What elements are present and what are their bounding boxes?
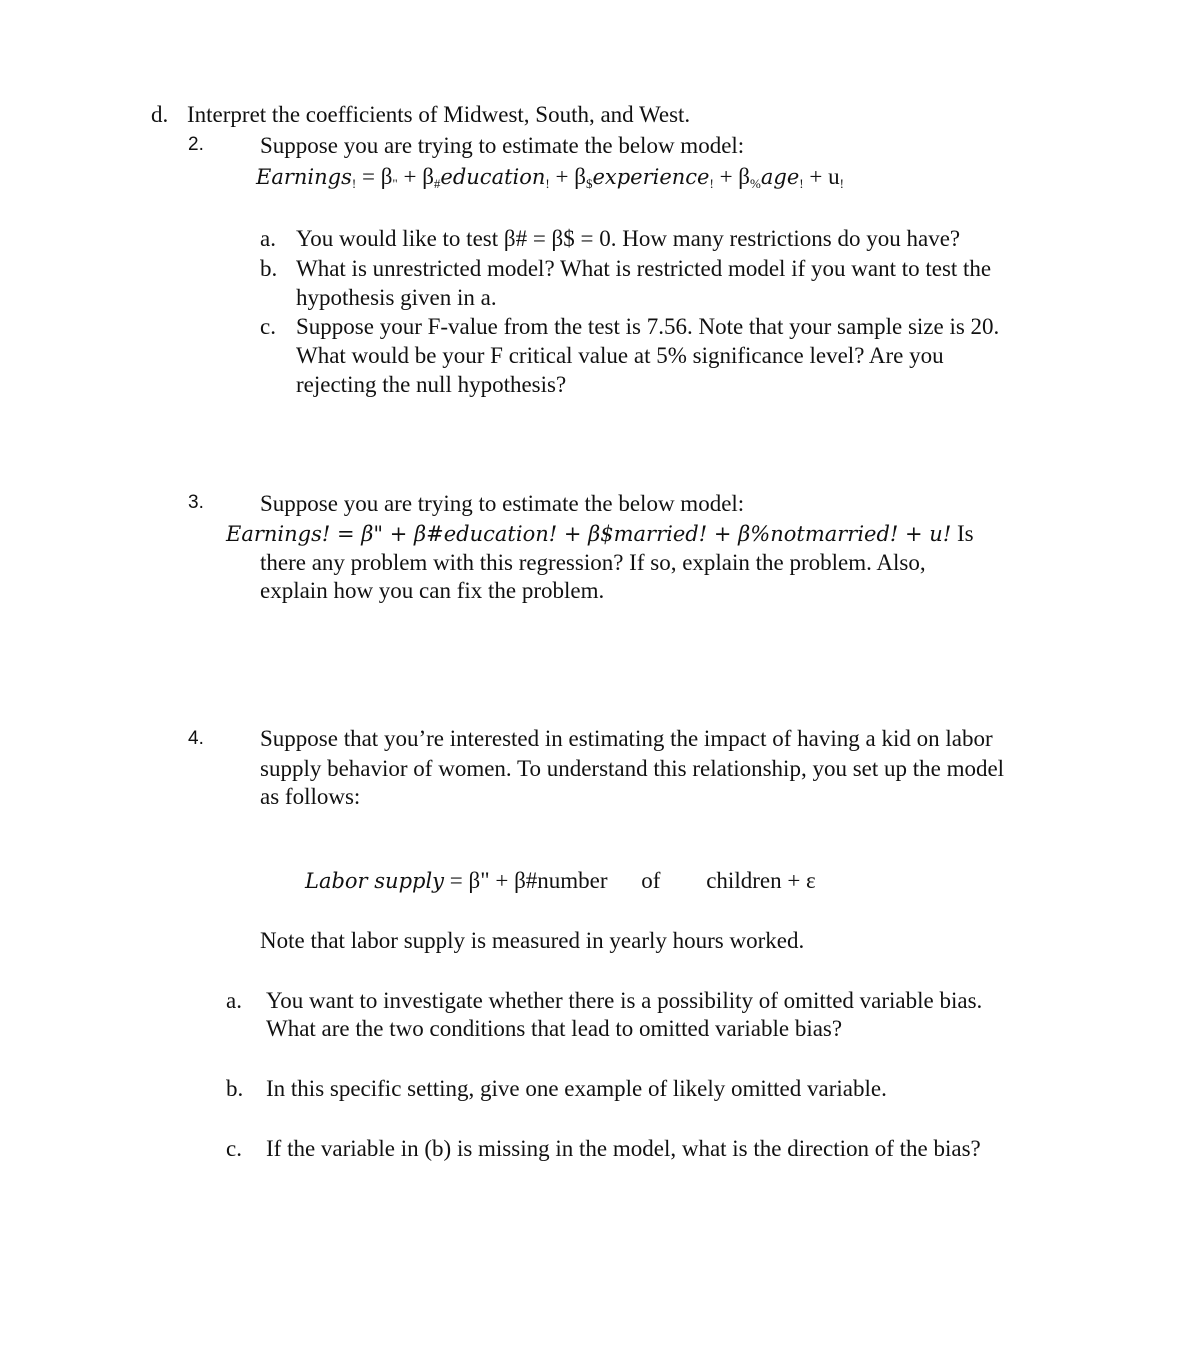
q2-intro: Suppose you are trying to estimate the below model: <box>260 133 745 158</box>
q4-part-a-line: What are the two conditions that lead to omitted variable bias? <box>266 1016 843 1041</box>
q4-note: Note that labor supply is measured in yearly hours worked. <box>260 928 805 953</box>
q3-intro: Suppose you are trying to estimate the below model: <box>260 491 745 516</box>
q4-number: 4. <box>188 728 204 749</box>
q4-line: as follows: <box>260 784 361 809</box>
q2-part-b-line: hypothesis given in a. <box>296 285 497 310</box>
q1d-label: d. <box>151 102 169 127</box>
q2-part-c-line: What would be your F critical value at 5% significance level? Are you <box>296 343 944 368</box>
q4-line: supply behavior of women. To understand this relationship, you set up the model <box>260 756 1005 781</box>
q4-equation: Labor supply = β" + β#number of children + ε <box>305 868 816 893</box>
q2-part-b-line: What is unrestricted model? What is restricted model if you want to test the <box>296 256 992 281</box>
q2-part-a-label: a. <box>260 226 276 251</box>
q3-line: there any problem with this regression? If so, explain the problem. Also, <box>260 550 926 575</box>
q3-equation: Earnings! = β" + β#education! + β$married! + β%notmarried! + u! Is <box>226 521 974 546</box>
q4-part-b-line: In this specific setting, give one example of likely omitted variable. <box>266 1076 887 1101</box>
q2-part-c-line: Suppose your F-value from the test is 7.56. Note that your sample size is 20. <box>296 314 1000 339</box>
q4-part-a-line: You want to investigate whether there is a possibility of omitted variable bias. <box>266 988 983 1013</box>
q4-part-c-line: If the variable in (b) is missing in the model, what is the direction of the bias? <box>266 1136 981 1161</box>
q2-number: 2. <box>188 134 204 155</box>
q2-equation: Earnings$_!$ = $\beta_"$ + $\beta_{\#}education_!$ + $\beta_{\$}experience_! + \beta_{\%}age_! + u_!$ <box>256 164 844 191</box>
q2-part-b-label: b. <box>260 256 278 281</box>
q2-part-c-label: c. <box>260 314 276 339</box>
q2-part-c-line: rejecting the null hypothesis? <box>296 372 567 397</box>
q1d-text: Interpret the coefficients of Midwest, South, and West. <box>187 102 691 127</box>
q4-line: Suppose that you’re interested in estimating the impact of having a kid on labor <box>260 726 993 751</box>
q4-part-c-label: c. <box>226 1136 242 1161</box>
q2-part-a-line: You would like to test β# = β$ = 0. How many restrictions do you have? <box>296 226 961 251</box>
q4-part-b-label: b. <box>226 1076 244 1101</box>
q4-part-a-label: a. <box>226 988 242 1013</box>
q3-line: explain how you can fix the problem. <box>260 578 605 603</box>
q3-number: 3. <box>188 492 204 513</box>
